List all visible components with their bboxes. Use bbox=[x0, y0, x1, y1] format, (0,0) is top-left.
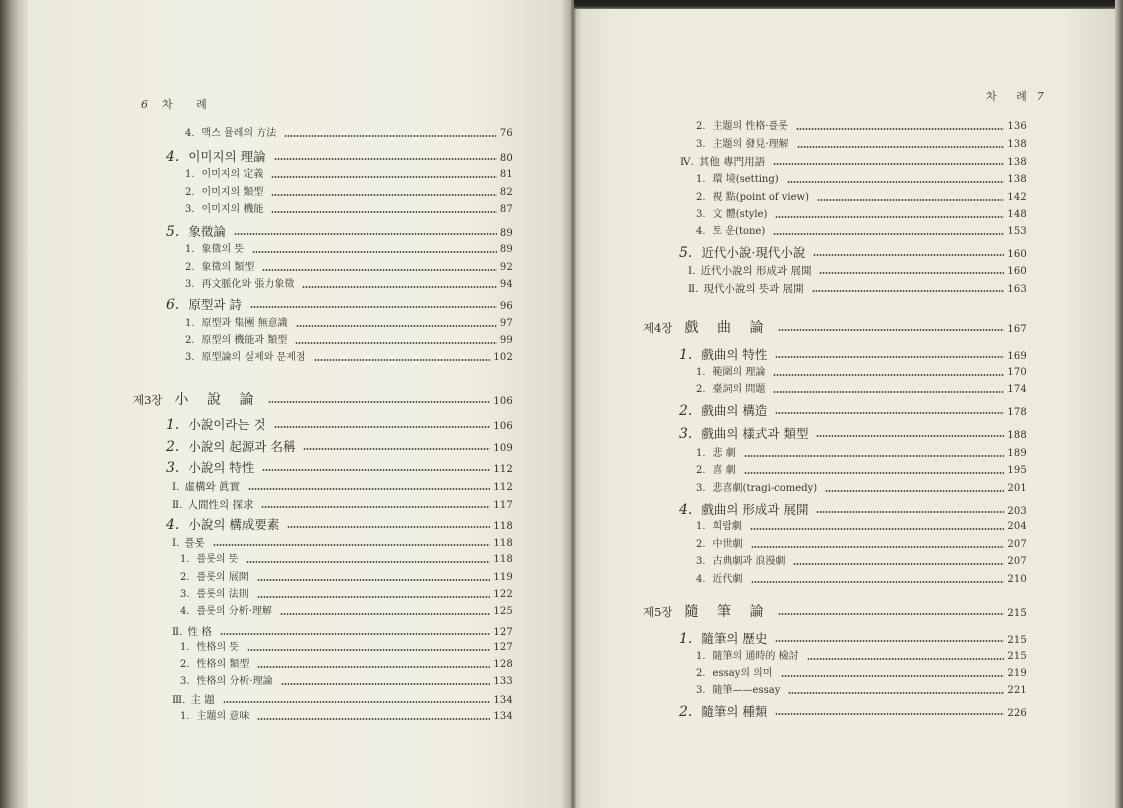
entry-title: 이미지의 理論 bbox=[188, 149, 266, 164]
entry-number: 1. bbox=[679, 347, 693, 363]
entry-page-number: 118 bbox=[493, 521, 513, 532]
subsection-entry bbox=[696, 554, 1027, 570]
part-entry bbox=[680, 154, 1027, 170]
entry-number: 3. bbox=[185, 279, 195, 290]
entry-page-number: 160 bbox=[1007, 266, 1027, 277]
dot-leader bbox=[796, 128, 1004, 130]
entry-number: 2. bbox=[696, 539, 706, 550]
section-entry bbox=[679, 245, 1027, 261]
entry-number: 4. bbox=[696, 574, 706, 585]
dot-leader bbox=[816, 511, 1004, 513]
subsection-entry bbox=[696, 190, 1027, 206]
entry-title: 隨筆의 種類 bbox=[701, 704, 768, 719]
entry-page-number: 125 bbox=[493, 606, 513, 617]
entry-number: 4. bbox=[679, 502, 693, 518]
entry-title: 隨筆——essay bbox=[712, 685, 781, 696]
entry-title: 現代小說의 뜻과 展開 bbox=[703, 283, 804, 295]
entry-number: 3. bbox=[696, 483, 706, 494]
entry-title: 主題의 意味 bbox=[196, 711, 250, 722]
entry-title: 性格의 類型 bbox=[196, 659, 250, 670]
entry-title: 플롯 bbox=[184, 537, 205, 549]
entry-title: 悲喜劇(tragi-comedy) bbox=[712, 483, 818, 494]
entry-title: 象徵論 bbox=[188, 224, 226, 239]
dot-leader bbox=[775, 713, 1004, 715]
entry-page-number: 142 bbox=[1007, 192, 1027, 203]
entry-page-number: 188 bbox=[1007, 430, 1027, 441]
entry-page-number: 117 bbox=[493, 500, 513, 511]
entry-number: Ⅰ. bbox=[172, 537, 180, 549]
entry-number: 2. bbox=[679, 403, 693, 419]
entry-page-number: 163 bbox=[1007, 284, 1027, 295]
entry-number: 5. bbox=[679, 245, 693, 261]
entry-title: 虛構와 眞實 bbox=[184, 481, 240, 493]
entry-page-number: 119 bbox=[493, 572, 513, 583]
dot-leader bbox=[773, 233, 1004, 235]
subsection-entry bbox=[696, 537, 1027, 553]
entry-page-number: 102 bbox=[493, 352, 513, 363]
subsection-entry bbox=[696, 481, 1027, 497]
entry-page-number: 80 bbox=[499, 153, 513, 164]
dot-leader bbox=[744, 472, 1005, 474]
entry-title: 原型과 詩 bbox=[188, 297, 242, 312]
entry-page-number: 109 bbox=[493, 443, 513, 454]
dot-leader bbox=[773, 391, 1004, 393]
entry-page-number: 219 bbox=[1007, 668, 1027, 679]
entry-number: 2. bbox=[185, 262, 195, 273]
subsection-entry bbox=[696, 519, 1027, 535]
subsection-entry bbox=[696, 649, 1027, 665]
folio: 7 bbox=[1036, 90, 1044, 103]
dot-leader bbox=[825, 490, 1004, 492]
entry-title: 戲曲의 構造 bbox=[701, 403, 768, 418]
entry-number: 2. bbox=[679, 704, 693, 720]
entry-title: 희랍劇 bbox=[712, 521, 742, 532]
subsection-entry bbox=[696, 137, 1027, 153]
entry-title: 戲曲의 特性 bbox=[701, 347, 768, 362]
running-head-title: 차 례 bbox=[162, 98, 217, 111]
section-entry bbox=[679, 704, 1027, 720]
entry-page-number: 203 bbox=[1007, 506, 1027, 517]
chapter-entry bbox=[643, 320, 1027, 336]
entry-page-number: 118 bbox=[493, 554, 513, 565]
entry-page-number: 127 bbox=[493, 642, 513, 653]
entry-number: Ⅱ. bbox=[172, 626, 183, 638]
dot-leader bbox=[773, 374, 1004, 376]
entry-title: 플롯의 展開 bbox=[196, 572, 249, 583]
chapter-entry bbox=[643, 604, 1027, 620]
entry-number: 제4장 bbox=[643, 321, 673, 335]
entry-page-number: 94 bbox=[499, 279, 513, 290]
section-entry bbox=[679, 631, 1027, 647]
dot-leader bbox=[787, 181, 1005, 183]
entry-page-number: 99 bbox=[499, 335, 513, 346]
subsection-entry bbox=[696, 572, 1027, 588]
entry-number: 6. bbox=[166, 297, 180, 313]
subsection-entry bbox=[696, 207, 1027, 223]
entry-page-number: 138 bbox=[1007, 157, 1027, 168]
entry-title: 小 說 論 bbox=[174, 392, 261, 408]
entry-page-number: 189 bbox=[1007, 448, 1027, 459]
dot-leader bbox=[813, 254, 1004, 256]
entry-page-number: 204 bbox=[1007, 521, 1027, 532]
entry-number: 1. bbox=[180, 711, 190, 722]
entry-number: 2. bbox=[185, 335, 195, 346]
entry-page-number: 134 bbox=[493, 711, 513, 722]
entry-number: 4. bbox=[180, 606, 190, 617]
entry-number: 3. bbox=[180, 676, 190, 687]
entry-page-number: 136 bbox=[1007, 121, 1027, 132]
entry-page-number: 148 bbox=[1007, 209, 1027, 220]
entry-title: 近代小說·現代小說 bbox=[701, 245, 806, 260]
entry-number: 2. bbox=[696, 192, 706, 203]
entry-number: 1. bbox=[185, 169, 195, 180]
entry-page-number: 92 bbox=[499, 262, 513, 273]
entry-page-number: 134 bbox=[493, 695, 513, 706]
dot-leader bbox=[778, 613, 1004, 615]
entry-title: 範圍의 理論 bbox=[712, 367, 766, 378]
dot-leader bbox=[751, 546, 1005, 548]
entry-title: 喜 劇 bbox=[712, 465, 736, 476]
entry-title: 原型論의 실제와 문제점 bbox=[201, 352, 306, 363]
section-entry bbox=[679, 347, 1027, 363]
entry-title: 隨 筆 論 bbox=[684, 604, 771, 620]
entry-page-number: 221 bbox=[1007, 685, 1027, 696]
entry-number: 4. bbox=[696, 226, 706, 237]
entry-page-number: 133 bbox=[493, 676, 513, 687]
entry-number: 1. bbox=[180, 554, 190, 565]
entry-page-number: 195 bbox=[1007, 465, 1027, 476]
entry-title: 象徵의 뜻 bbox=[201, 244, 245, 255]
subsection-entry bbox=[696, 119, 1027, 135]
entry-number: 1. bbox=[166, 417, 180, 433]
entry-number: 3. bbox=[679, 426, 693, 442]
entry-number: Ⅰ. bbox=[172, 481, 180, 493]
dot-leader bbox=[773, 163, 1004, 165]
entry-title: 戲曲의 樣式과 類型 bbox=[701, 426, 809, 441]
entry-title: 臺詞의 問題 bbox=[712, 384, 766, 395]
entry-title: essay의 의미 bbox=[712, 668, 773, 679]
entry-number: 3. bbox=[696, 556, 706, 567]
entry-title: 小說의 構成要素 bbox=[188, 517, 280, 532]
entry-page-number: 112 bbox=[493, 464, 513, 475]
entry-number: 3. bbox=[185, 352, 195, 363]
dot-leader bbox=[788, 692, 1004, 694]
entry-title: 再文脈化와 張力象徵 bbox=[201, 279, 295, 290]
dot-leader bbox=[781, 675, 1005, 677]
entry-title: 中世劇 bbox=[712, 539, 743, 550]
entry-number: Ⅱ. bbox=[688, 283, 699, 295]
subsection-entry bbox=[696, 172, 1027, 188]
entry-page-number: 106 bbox=[493, 396, 513, 407]
entry-page-number: 207 bbox=[1007, 539, 1027, 550]
entry-title: 戲曲의 形成과 展開 bbox=[701, 502, 809, 517]
entry-page-number: 97 bbox=[499, 318, 513, 329]
folio: 6 bbox=[141, 98, 148, 111]
dot-leader bbox=[750, 528, 1004, 530]
subsection-entry bbox=[696, 382, 1027, 398]
entry-page-number: 138 bbox=[1007, 139, 1027, 150]
entry-title: 戲 曲 論 bbox=[684, 320, 771, 336]
entry-number: 1. bbox=[696, 521, 706, 532]
entry-title: 性格의 分析·理論 bbox=[196, 676, 273, 687]
entry-title: 이미지의 類型 bbox=[201, 187, 264, 198]
entry-title: 主題의 性格·플롯 bbox=[712, 121, 788, 132]
entry-number: 3. bbox=[166, 460, 180, 476]
entry-title: 이미지의 定義 bbox=[201, 169, 264, 180]
entry-number: 2. bbox=[180, 659, 190, 670]
entry-title: 小說이라는 것 bbox=[188, 417, 266, 432]
entry-page-number: 174 bbox=[1007, 384, 1027, 395]
entry-number: 3. bbox=[696, 139, 706, 150]
entry-title: 人間性의 探求 bbox=[187, 499, 254, 511]
entry-title: 이미지의 機能 bbox=[201, 204, 264, 215]
entry-number: 3. bbox=[696, 209, 706, 220]
entry-title: 近代劇 bbox=[712, 574, 743, 585]
entry-page-number: 89 bbox=[499, 244, 513, 255]
entry-number: 제3장 bbox=[133, 393, 163, 407]
entry-number: 1. bbox=[696, 367, 706, 378]
running-head-title: 차 례 bbox=[986, 90, 1035, 103]
entry-number: Ⅰ. bbox=[688, 265, 696, 277]
entry-number: 1. bbox=[696, 174, 706, 185]
entry-number: 2. bbox=[696, 668, 706, 679]
subsection-entry bbox=[696, 463, 1027, 479]
dot-leader bbox=[807, 658, 1005, 660]
dot-leader bbox=[797, 146, 1005, 148]
entry-page-number: 106 bbox=[493, 421, 513, 432]
entry-title: 象徵의 類型 bbox=[201, 262, 255, 273]
dot-leader bbox=[751, 581, 1005, 583]
entry-number: 1. bbox=[185, 244, 195, 255]
entry-title: 原型의 機能과 類型 bbox=[201, 335, 288, 346]
entry-page-number: 210 bbox=[1007, 574, 1027, 585]
entry-page-number: 112 bbox=[493, 482, 513, 493]
entry-number: 1. bbox=[679, 631, 693, 647]
entry-title: 近代小說의 形成과 展開 bbox=[700, 265, 812, 277]
entry-page-number: 178 bbox=[1007, 407, 1027, 418]
section-entry bbox=[679, 426, 1027, 442]
entry-page-number: 167 bbox=[1007, 324, 1027, 335]
subsection-entry bbox=[696, 666, 1027, 682]
entry-page-number: 96 bbox=[499, 301, 513, 312]
dot-leader bbox=[816, 435, 1004, 437]
entry-number: 1. bbox=[185, 318, 195, 329]
entry-title: 視 點(point of view) bbox=[712, 192, 810, 203]
entry-number: 4. bbox=[185, 128, 195, 139]
entry-number: 2. bbox=[696, 384, 706, 395]
entry-title: 플롯의 뜻 bbox=[196, 554, 239, 565]
entry-title: 環 境(setting) bbox=[712, 174, 779, 185]
entry-title: 隨筆의 通時的 檢討 bbox=[712, 651, 799, 662]
entry-title: 其他 專門用語 bbox=[698, 156, 766, 168]
entry-number: 2. bbox=[180, 572, 190, 583]
section-entry bbox=[679, 502, 1027, 518]
entry-page-number: 127 bbox=[493, 627, 513, 638]
entry-page-number: 122 bbox=[493, 589, 513, 600]
entry-number: 4. bbox=[166, 517, 180, 533]
dot-leader bbox=[812, 290, 1005, 292]
entry-page-number: 215 bbox=[1007, 635, 1027, 646]
entry-number: 5. bbox=[166, 224, 180, 240]
dot-leader bbox=[819, 272, 1004, 274]
entry-number: 제5장 bbox=[643, 605, 673, 619]
dot-leader bbox=[775, 356, 1004, 358]
entry-page-number: 215 bbox=[1007, 608, 1027, 619]
entry-number: 1. bbox=[180, 642, 190, 653]
entry-title: 文 體(style) bbox=[712, 209, 768, 220]
entry-title: 플롯의 法則 bbox=[196, 589, 249, 600]
entry-title: 悲 劇 bbox=[712, 448, 736, 459]
entry-page-number: 215 bbox=[1007, 651, 1027, 662]
entry-page-number: 128 bbox=[493, 659, 513, 670]
entry-page-number: 89 bbox=[499, 228, 513, 239]
entry-page-number: 82 bbox=[499, 187, 513, 198]
entry-number: 4. bbox=[166, 149, 180, 165]
entry-page-number: 87 bbox=[499, 204, 513, 215]
entry-number: 3. bbox=[180, 589, 190, 600]
entry-title: 主題의 發見·理解 bbox=[712, 139, 789, 150]
entry-page-number: 169 bbox=[1007, 351, 1027, 362]
subsection-entry bbox=[696, 365, 1027, 381]
entry-page-number: 201 bbox=[1007, 483, 1027, 494]
part-entry bbox=[688, 281, 1027, 297]
entry-page-number: 226 bbox=[1007, 708, 1027, 719]
entry-number: 2. bbox=[185, 187, 195, 198]
entry-number: 2. bbox=[696, 121, 706, 132]
entry-number: 3. bbox=[696, 685, 706, 696]
entry-page-number: 160 bbox=[1007, 249, 1027, 260]
entry-title: 性 格 bbox=[187, 626, 212, 638]
entry-title: 性格의 뜻 bbox=[196, 642, 240, 653]
entry-page-number: 138 bbox=[1007, 174, 1027, 185]
entry-title: 맥스 뮬레의 方法 bbox=[201, 128, 277, 139]
entry-number: 1. bbox=[696, 448, 706, 459]
dot-leader bbox=[775, 640, 1004, 642]
entry-page-number: 81 bbox=[499, 169, 513, 180]
entry-number: 2. bbox=[696, 465, 706, 476]
entry-number: 1. bbox=[696, 651, 706, 662]
entry-page-number: 170 bbox=[1007, 367, 1027, 378]
entry-number: Ⅳ. bbox=[680, 156, 694, 168]
dot-leader bbox=[817, 199, 1004, 201]
dot-leader bbox=[778, 329, 1004, 331]
entry-page-number: 76 bbox=[499, 128, 513, 139]
entry-page-number: 153 bbox=[1007, 226, 1027, 237]
entry-number: Ⅱ. bbox=[172, 499, 183, 511]
dot-leader bbox=[775, 412, 1004, 414]
part-entry bbox=[688, 263, 1027, 279]
entry-title: 플롯의 分析·理解 bbox=[196, 606, 272, 617]
entry-title: 小說의 特性 bbox=[188, 460, 255, 475]
dot-leader bbox=[793, 563, 1004, 565]
subsection-entry bbox=[696, 446, 1027, 462]
dot-leader bbox=[775, 216, 1004, 218]
entry-title: 原型과 集團 無意識 bbox=[201, 318, 288, 329]
section-entry bbox=[679, 403, 1027, 419]
entry-title: 小說의 起源과 名稱 bbox=[188, 439, 296, 454]
entry-title: 古典劇과 浪漫劇 bbox=[712, 556, 786, 567]
entry-number: Ⅲ. bbox=[172, 694, 186, 706]
entry-title: 토 운(tone) bbox=[712, 226, 766, 237]
dot-leader bbox=[744, 455, 1005, 457]
subsection-entry bbox=[696, 224, 1027, 240]
entry-title: 隨筆의 歷史 bbox=[701, 631, 768, 646]
subsection-entry bbox=[696, 683, 1027, 699]
entry-number: 2. bbox=[166, 439, 180, 455]
entry-number: 3. bbox=[185, 204, 195, 215]
entry-page-number: 118 bbox=[493, 538, 513, 549]
entry-page-number: 207 bbox=[1007, 556, 1027, 567]
entry-title: 主 題 bbox=[190, 694, 215, 706]
